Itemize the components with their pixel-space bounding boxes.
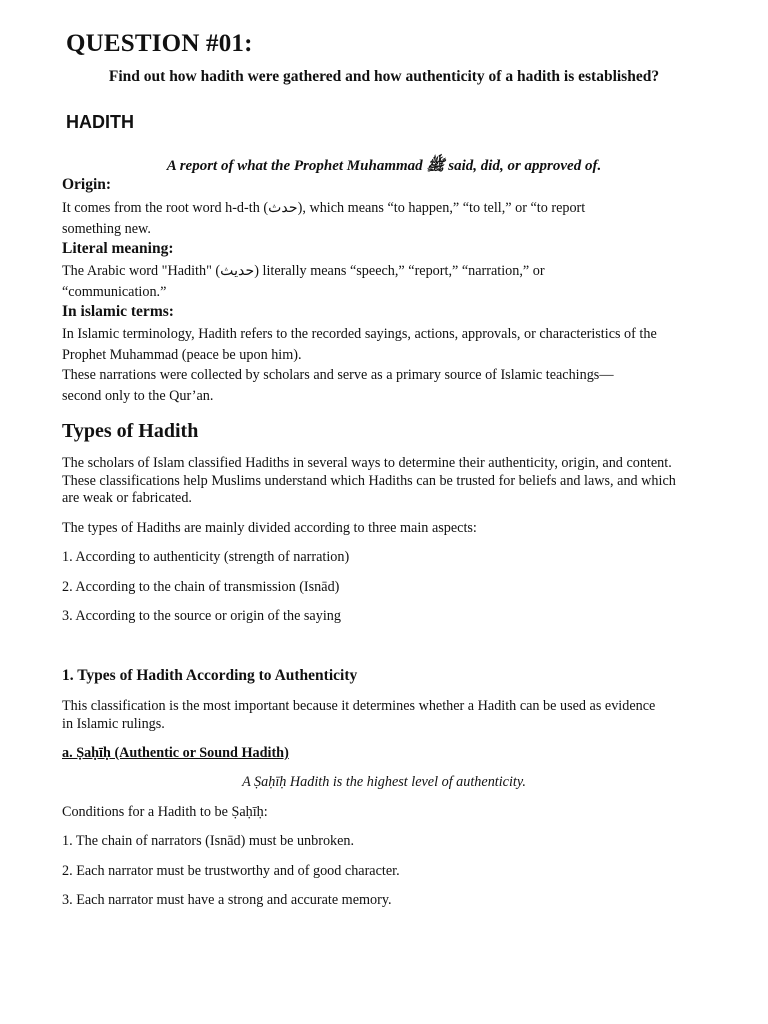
sahih-heading: a. Ṣaḥīḥ (Authentic or Sound Hadith) (62, 745, 289, 761)
origin-heading: Origin: (62, 176, 112, 193)
question-title: QUESTION #01: (66, 30, 253, 57)
islamic-terms-text-2: These narrations were collected by scholars and serve as a primary source of Islamic teachings—second only to the Qur’an. (62, 367, 614, 404)
types-of-hadith-heading: Types of Hadith (62, 420, 199, 442)
aspect-item: 3. According to the source or origin of the saying (62, 608, 341, 624)
conditions-intro: Conditions for a Hadith to be Ṣaḥīḥ: (62, 804, 268, 820)
literal-meaning-heading: Literal meaning: (62, 240, 174, 257)
types-intro-paragraph: The scholars of Islam classified Hadiths in several ways to determine their authenticity, origin, and content. These classifications help Muslims understand which Hadiths can be trusted for beliefs and laws, and which are weak or fabricated. (62, 455, 676, 506)
aspect-item: 2. According to the chain of transmission (Isnād) (62, 579, 340, 595)
condition-item: 2. Each narrator must be trustworthy and of good character. (62, 863, 400, 879)
literal-meaning-text: The Arabic word "Hadith" (حديث) literally means “speech,” “report,” “narration,” or “communication.” (62, 263, 545, 300)
islamic-terms-text: In Islamic terminology, Hadith refers to the recorded sayings, actions, approvals, or characteristics of the Prophet Muhammad (peace be upon him). (62, 326, 657, 363)
origin-text: It comes from the root word h-d-th (حدث), which means “to happen,” “to tell,” or “to report something new. (62, 200, 586, 237)
aspect-item: 1. According to authenticity (strength of narration) (62, 549, 350, 565)
sahih-definition: A Ṣaḥīḥ Hadith is the highest level of authenticity. (242, 774, 526, 790)
authenticity-section-heading: 1. Types of Hadith According to Authenticity (62, 667, 358, 684)
question-text: Find out how hadith were gathered and how authenticity of a hadith is established? (108, 68, 660, 85)
condition-item: 1. The chain of narrators (Isnād) must be unbroken. (62, 833, 355, 849)
authenticity-section-text: This classification is the most important because it determines whether a Hadith can be used as evidence in Islamic rulings. (62, 698, 656, 732)
islamic-terms-heading: In islamic terms: (62, 303, 174, 320)
aspects-intro: The types of Hadiths are mainly divided according to three main aspects: (62, 520, 477, 536)
hadith-heading: HADITH (66, 112, 134, 132)
condition-item: 3. Each narrator must have a strong and accurate memory. (62, 892, 392, 908)
hadith-definition: A report of what the Prophet Muhammad ﷺ said, did, or approved of. (166, 158, 602, 174)
